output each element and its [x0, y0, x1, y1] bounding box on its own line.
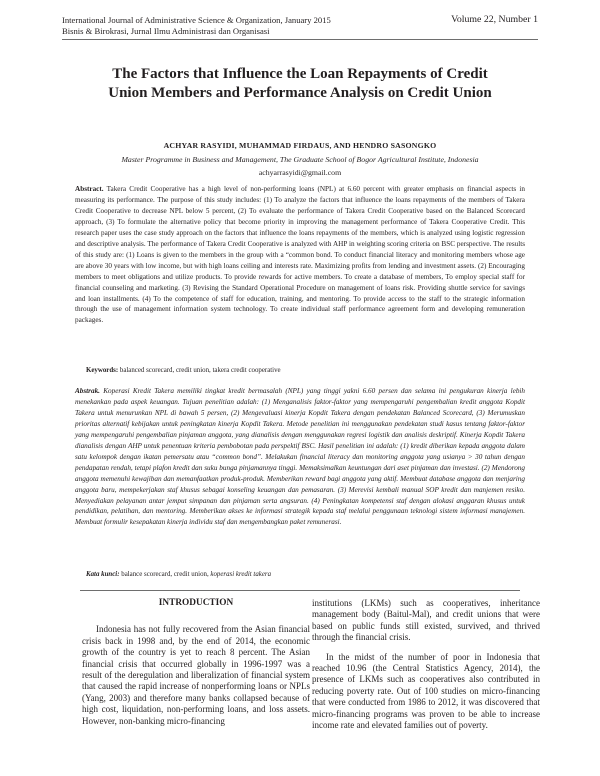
- abstrak-label: Abstrak.: [75, 387, 100, 395]
- keywords-text: balanced scorecard, credit union, takera credit cooperative: [119, 367, 281, 374]
- keywords-indonesian: [86, 571, 514, 578]
- introduction-paragraph-2: In the midst of the number of poor in Indonesia that reached 10.96 (the Central Statistics Agency, 2014), the presence of LKMs such as cooperatives also contributed in reducing poverty rate. Out of 100 studies on micro-financing that were conducted from 1986 to 2012, it was discovered that micro-financing programs was proven to be able to increase income rate and elevated families out of poverty.: [312, 651, 540, 731]
- keywords-label: Keywords:: [86, 367, 119, 374]
- journal-subtitle: Bisnis & Birokrasi, Jurnal Ilmu Administrasi dan Organisasi: [62, 25, 270, 36]
- abstract-text: Takera Credit Cooperative has a high level of non-performing loans (NPL) at 6.60 percent with greater emphasis on financial aspects in measuring its performance. The purpose of this study includes: (1) To analyze the factors that influence the loans repayments of the members of Takera Credit Cooperative to decrease NPL below 5 percent, (2) To evaluate the performance of Takera Credit Cooperative based on the Balanced Scorecard approach, (3) To formulate the alternative policy that become priority in improving the management performance of Takera Cooperative Credit. This research paper uses the case study approach on the factors that influence the loans repayments of the members, which is analyzed using logistic regression and descriptive analysis. The performance of Takera Credit Cooperative is analyzed with AHP in weighting scoring criteria on BSC perspective. The results of this study are: (1) Loans is given to the members in the group with a “common bond. To conduct financial literacy and monitoring members whose age are above 30 years with low income, but with high loans ceiling and interests rate. Maximizing profits from lending and investment assets. (2) Encouraging members to meet obligations and utilize products. To provide rewards for active members. To create a database of members, To employ special staff for financial counseling and marketing. (3) Revising the Standard Operational Procedure on management of loans risk. Providing shuttle service for savings and loan installments. (4) To the competence of staff for education, training, and mentoring. To provide access to the staff to the strategic information through the use of management information system technology. To create individual staff performance agreement form and developing remuneration packages.: [75, 185, 526, 325]
- body-column-right: [312, 598, 540, 731]
- keywords-english: [86, 367, 514, 374]
- journal-name: International Journal of Administrative Science & Organization, January 2015: [62, 15, 331, 25]
- journal-volume: Volume 22, Number 1: [451, 14, 538, 25]
- introduction-paragraph-1-continued: institutions (LKMs) such as cooperatives, inheritance management body (Baitul-Mal), and credit unions that were based on public funds still existed, survived, and thrived through the financial crisis.: [312, 598, 540, 643]
- introduction-heading: INTRODUCTION: [158, 598, 234, 608]
- author-list: ACHYAR RASYIDI, MUHAMMAD FIRDAUS, AND HENDRO SASONGKO: [163, 141, 437, 150]
- journal-header: [62, 15, 538, 36]
- introduction-paragraph-1: Indonesia has not fully recovered from the Asian financial crisis back in 1998 and, by the end of 2014, the economic growth of the country is yet to reach 8 percent. The Asian financial crisis that occurred globally in 1996-1997 was a result of the deregulation and liberalization of financial system that caused the rapid increase of nonperforming loans or NPLs (Yang, 2003) and therefore many banks collapsed because of high cost, liquidation, non-performing loans, and loss assets. However, non-banking micro-financing: [82, 624, 310, 726]
- abstract-english: [75, 184, 525, 326]
- abstract-label: Abstract.: [75, 185, 104, 193]
- paper-title: [62, 65, 538, 103]
- body-divider: [80, 590, 520, 591]
- abstrak-text: Koperasi Kredit Takera memiliki tingkat kredit bermasalah (NPL) yang tinggi yakni 6.60 persen dan selama ini pengukuran kinerja lebih menekankan pada aspek keuangan. Tujuan penelitian adalah: (1) Menganalisis faktor-faktor yang mempengaruhi pengembalian kredit anggota Kopdit Takera untuk menurunkan NPL di bawah 5 persen, (2) Mengevaluasi kinerja Kopdit Takera dengan pendekatan Balanced Scorecard, (3) Merumuskan prioritas alternatif kebijakan untuk peningkatan kinerja Kopdit Takera. Metode penelitian ini menggunakan pendekatan studi kasus tentang faktor-faktor yang mempengaruhi pengembalian pinjaman anggota, yang dianalisis dengan menggunakan regresi logistik dan analisis deskriptif. Kinerja Kopdit Takera dianalisis dengan AHP untuk penentuan kriteria pembobotan pada perspektif BSC. Hasil penelitian ini adalah: (1) kredit diberikan kepada anggota dalam satu kelompok dengan ikatan pemersatu atau “common bond”. Melakukan financial literacy dan monitoring anggota yang usianya > 30 tahun dengan pendapatan rendah, tetapi plafon kredit dan suku bunga pinjamannya tinggi. Memaksimalkan keuntungan dari aset pinjaman dan investasi. (2) Mendorong anggota memenuhi kewajiban dan memanfaatkan produk-produk. Memberikan reward bagi anggota yang aktif. Membuat database anggota dan menjaring anggota baru, mempekerjakan staf khusus sebagai konseling keuangan dan pemasaran. (3) Merevisi kembali manual SOP kredit dan manjemen resiko. Menyediakan pelayanan antar jemput simpanan dan pinjaman serta angsuran. (4) Peningkatan kompetensi staf dengan alokasi anggaran khusus untuk pendidikan, pelatihan, dan mentoring. Memberikan akses ke informasi strategik kepada staf melalui penggunaan teknologi sistem informasi manajemen. Membuat formulir kesepakatan kinerja individu staf dan mengembangkan paket remunerasi.: [75, 387, 526, 527]
- katakunci-italic-text: koperasi kredit takera: [210, 571, 272, 578]
- body-column-left: [82, 598, 310, 727]
- paper-title-line-1: The Factors that Influence the Loan Repayments of Credit: [112, 66, 488, 82]
- author-affiliation: Master Programme in Business and Management, The Graduate School of Bogor Agricultural Institute, Indonesia: [121, 155, 479, 164]
- katakunci-label: Kata kunci:: [86, 571, 120, 578]
- paper-title-line-2: Union Members and Performance Analysis on Credit Union: [108, 85, 492, 101]
- header-divider: [62, 39, 538, 40]
- author-email: achyarrasyidi@gmail.com: [258, 168, 342, 177]
- katakunci-text: balance scorecard, credit union,: [121, 571, 209, 578]
- abstract-indonesian: [75, 386, 525, 528]
